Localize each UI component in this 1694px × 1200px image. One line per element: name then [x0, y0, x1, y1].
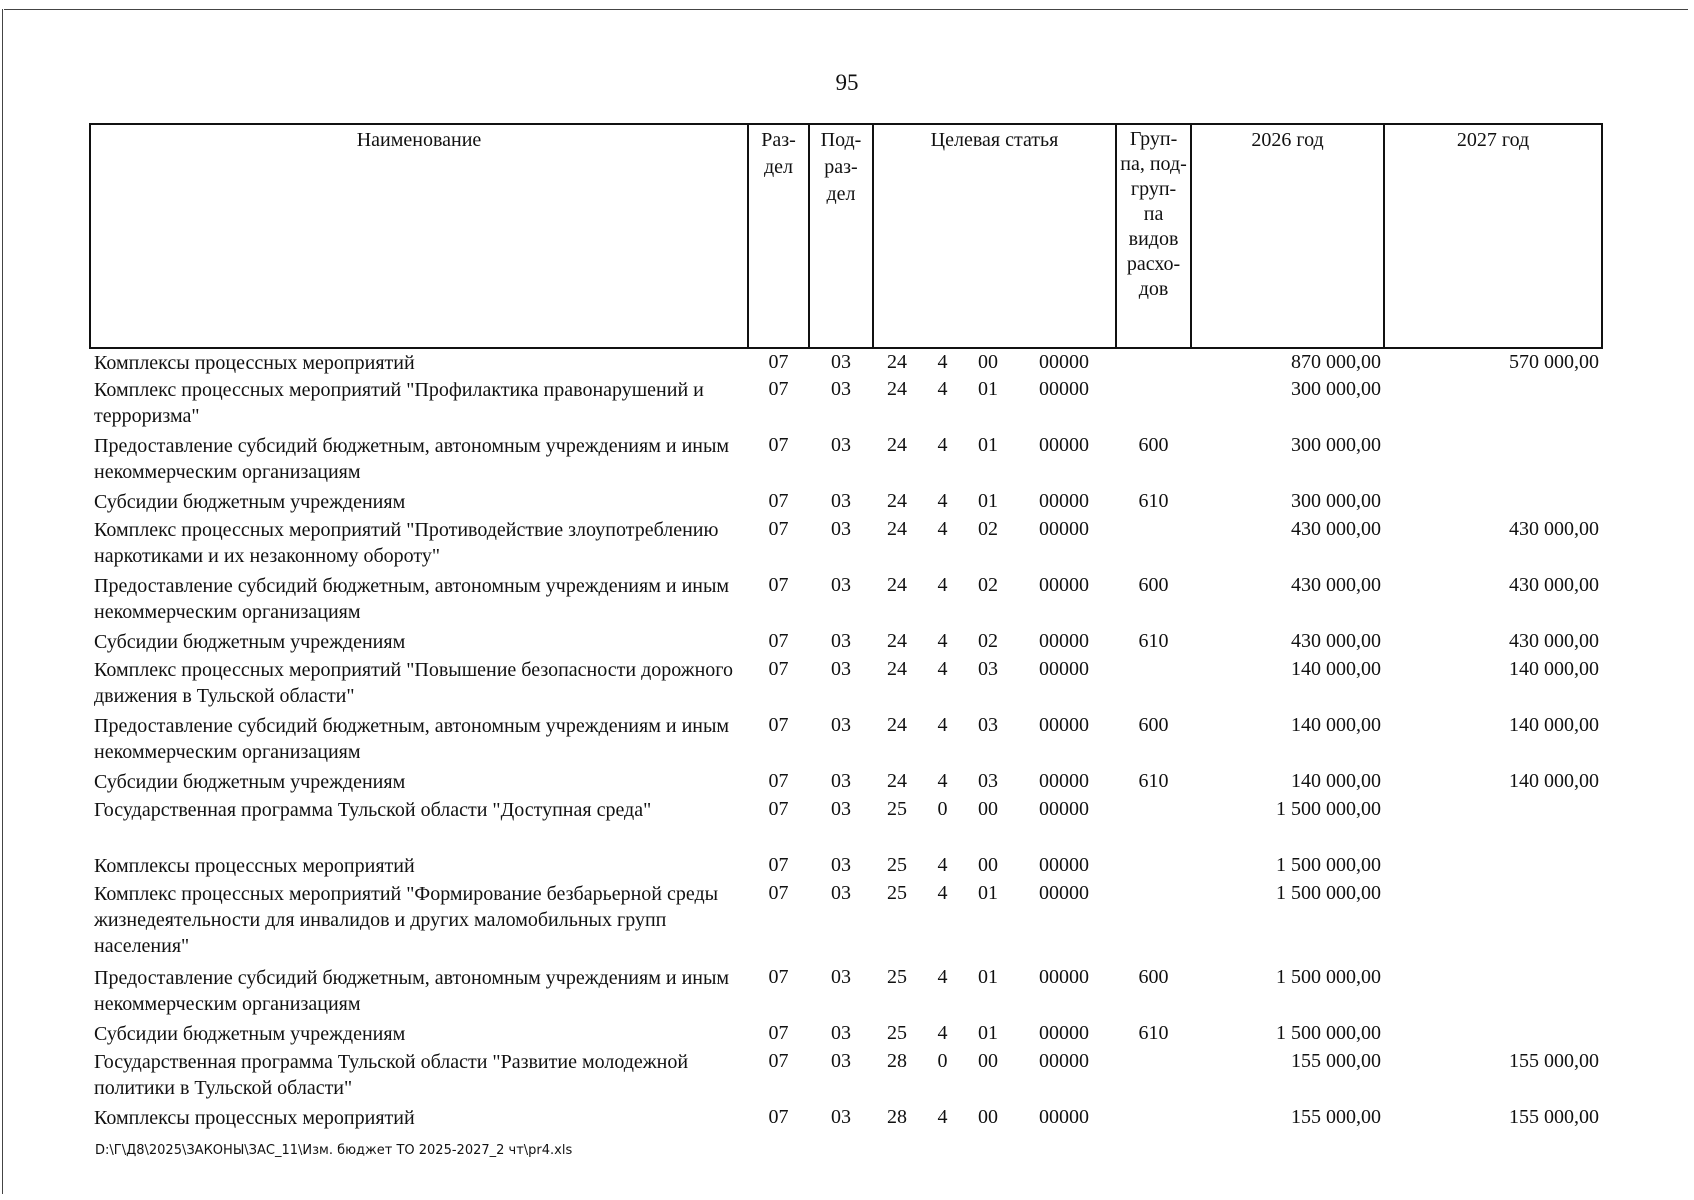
cell-target-program: 25	[887, 882, 907, 904]
cell-2027	[1384, 964, 1602, 1020]
cell-target-subprogram: 01	[978, 378, 998, 400]
cell-target-type: 4	[937, 630, 948, 652]
cell-podrazdel: 03	[831, 574, 851, 596]
cell-2027	[1384, 432, 1602, 488]
cell-target-subprogram: 03	[978, 714, 998, 736]
cell-2027: 430 000,00	[1509, 630, 1600, 652]
cell-target-program: 24	[887, 351, 907, 373]
table-row	[90, 656, 1602, 712]
cell-podrazdel: 03	[831, 770, 851, 792]
cell-target-program: 24	[887, 434, 907, 456]
cell-target-subprogram: 02	[978, 518, 998, 540]
cell-target-direction: 00000	[1039, 770, 1090, 792]
cell-target-program: 24	[887, 518, 907, 540]
cell-target-direction: 00000	[1039, 351, 1090, 373]
budget-table	[89, 123, 1603, 1132]
cell-expense-group	[1116, 796, 1191, 852]
cell-name: Предоставление субсидий бюджетным, автономным учреждениям и иным некоммерческим организациям	[94, 435, 730, 483]
table-row	[90, 852, 1602, 880]
header-2026	[1191, 124, 1384, 348]
cell-2026: 300 000,00	[1291, 490, 1382, 512]
cell-target-direction: 00000	[1039, 882, 1090, 904]
table-row	[90, 1048, 1602, 1104]
cell-target-direction: 00000	[1039, 658, 1090, 680]
cell-podrazdel: 03	[831, 1022, 851, 1044]
cell-2026: 1 500 000,00	[1276, 1022, 1382, 1044]
cell-2027	[1384, 488, 1602, 516]
cell-expense-group	[1116, 516, 1191, 572]
cell-2026: 140 000,00	[1291, 714, 1382, 736]
cell-target-type: 4	[937, 434, 948, 456]
cell-target-program: 25	[887, 1022, 907, 1044]
cell-name: Комплекс процессных мероприятий "Противодействие злоупотреблению наркотиками и их незаконному обороту"	[94, 519, 719, 567]
cell-podrazdel: 03	[831, 798, 851, 820]
cell-target-direction: 00000	[1039, 434, 1090, 456]
cell-expense-group: 610	[1138, 770, 1169, 792]
cell-razdel: 07	[768, 630, 789, 652]
cell-podrazdel: 03	[831, 630, 851, 652]
header-gruppa-label: Груп- па, под- груп- па видов расхо- дов	[1120, 128, 1187, 300]
table-row	[90, 628, 1602, 656]
cell-name: Комплексы процессных мероприятий	[94, 352, 415, 374]
cell-target-type: 4	[937, 1106, 948, 1128]
cell-name: Субсидии бюджетным учреждениям	[94, 631, 406, 653]
cell-target-subprogram: 01	[978, 882, 998, 904]
cell-name: Субсидии бюджетным учреждениям	[94, 1023, 406, 1045]
cell-target-direction: 00000	[1039, 574, 1090, 596]
cell-2026: 870 000,00	[1291, 351, 1382, 373]
cell-target-program: 24	[887, 490, 907, 512]
cell-expense-group: 600	[1138, 714, 1169, 736]
cell-expense-group: 600	[1138, 434, 1169, 456]
cell-target-direction: 00000	[1039, 1022, 1090, 1044]
cell-expense-group: 610	[1138, 1022, 1169, 1044]
cell-target-subprogram: 00	[978, 1050, 998, 1072]
header-razdel-label: Раз- дел	[761, 129, 796, 178]
cell-2026: 1 500 000,00	[1276, 882, 1382, 904]
cell-target-subprogram: 01	[978, 966, 998, 988]
header-2027	[1384, 124, 1602, 348]
cell-name: Предоставление субсидий бюджетным, автономным учреждениям и иным некоммерческим организациям	[94, 715, 730, 763]
cell-target-direction: 00000	[1039, 518, 1090, 540]
cell-target-direction: 00000	[1039, 490, 1090, 512]
cell-target-subprogram: 03	[978, 658, 998, 680]
cell-podrazdel: 03	[831, 351, 851, 373]
cell-name: Комплексы процессных мероприятий	[94, 1107, 415, 1129]
cell-podrazdel: 03	[831, 490, 851, 512]
cell-2026: 140 000,00	[1291, 770, 1382, 792]
table-header-row	[90, 124, 1602, 348]
cell-podrazdel: 03	[831, 882, 851, 904]
cell-2027	[1384, 852, 1602, 880]
cell-target-direction: 00000	[1039, 966, 1090, 988]
table-row	[90, 376, 1602, 432]
cell-razdel: 07	[768, 378, 789, 400]
page-frame-top	[4, 9, 1688, 10]
header-podrazdel	[809, 124, 873, 348]
cell-2026: 430 000,00	[1291, 574, 1382, 596]
cell-podrazdel: 03	[831, 714, 851, 736]
cell-podrazdel: 03	[831, 966, 851, 988]
table-row	[90, 1020, 1602, 1048]
cell-razdel: 07	[768, 1022, 789, 1044]
cell-target-subprogram: 00	[978, 1106, 998, 1128]
cell-expense-group	[1116, 852, 1191, 880]
cell-target-program: 28	[887, 1106, 907, 1128]
cell-razdel: 07	[768, 798, 789, 820]
cell-2026: 155 000,00	[1291, 1106, 1382, 1128]
cell-target-type: 4	[937, 1022, 948, 1044]
cell-razdel: 07	[768, 770, 789, 792]
cell-target-subprogram: 01	[978, 1022, 998, 1044]
cell-target-subprogram: 01	[978, 434, 998, 456]
header-2026-label: 2026 год	[1251, 129, 1324, 151]
cell-target-subprogram: 01	[978, 490, 998, 512]
cell-expense-group	[1116, 376, 1191, 432]
cell-podrazdel: 03	[831, 378, 851, 400]
cell-target-type: 4	[937, 490, 948, 512]
page-number: 95	[835, 70, 859, 95]
cell-target-type: 4	[937, 574, 948, 596]
cell-podrazdel: 03	[831, 518, 851, 540]
cell-expense-group: 600	[1138, 966, 1169, 988]
cell-2027	[1384, 376, 1602, 432]
cell-target-program: 28	[887, 1050, 907, 1072]
cell-target-direction: 00000	[1039, 1050, 1090, 1072]
table-row	[90, 964, 1602, 1020]
cell-2026: 155 000,00	[1291, 1050, 1382, 1072]
cell-target-direction: 00000	[1039, 378, 1090, 400]
cell-target-subprogram: 02	[978, 630, 998, 652]
cell-razdel: 07	[768, 1106, 789, 1128]
page-frame-left	[2, 9, 3, 1194]
table-row	[90, 768, 1602, 796]
cell-name: Комплексы процессных мероприятий	[94, 855, 415, 877]
cell-2026: 1 500 000,00	[1276, 798, 1382, 820]
header-gruppa	[1116, 124, 1191, 348]
cell-razdel: 07	[768, 714, 789, 736]
cell-expense-group: 610	[1138, 490, 1169, 512]
cell-expense-group	[1116, 1104, 1191, 1132]
cell-2026: 300 000,00	[1291, 434, 1382, 456]
cell-target-subprogram: 00	[978, 854, 998, 876]
cell-expense-group: 610	[1138, 630, 1169, 652]
cell-target-type: 4	[937, 351, 948, 373]
cell-target-type: 4	[937, 518, 948, 540]
cell-target-type: 0	[937, 798, 948, 820]
header-podrazdel-label: Под- раз- дел	[820, 129, 862, 205]
header-razdel	[748, 124, 809, 348]
table-row	[90, 796, 1602, 852]
header-name-label: Наименование	[356, 129, 482, 151]
cell-target-subprogram: 00	[978, 351, 998, 373]
cell-expense-group	[1116, 348, 1191, 376]
cell-target-program: 24	[887, 658, 907, 680]
cell-2027: 430 000,00	[1509, 518, 1600, 540]
cell-name: Комплекс процессных мероприятий "Повышение безопасности дорожного движения в Тульской области"	[94, 659, 733, 707]
cell-target-program: 24	[887, 378, 907, 400]
cell-podrazdel: 03	[831, 854, 851, 876]
cell-name: Предоставление субсидий бюджетным, автономным учреждениям и иным некоммерческим организациям	[94, 575, 730, 623]
cell-target-type: 4	[937, 714, 948, 736]
cell-2027: 140 000,00	[1509, 770, 1600, 792]
cell-target-type: 4	[937, 770, 948, 792]
cell-razdel: 07	[768, 854, 789, 876]
cell-razdel: 07	[768, 882, 789, 904]
cell-2027: 140 000,00	[1509, 714, 1600, 736]
cell-razdel: 07	[768, 351, 789, 373]
cell-2026: 430 000,00	[1291, 518, 1382, 540]
cell-name: Государственная программа Тульской области "Доступная среда"	[94, 799, 652, 821]
cell-razdel: 07	[768, 574, 789, 596]
cell-podrazdel: 03	[831, 1050, 851, 1072]
cell-target-program: 25	[887, 798, 907, 820]
cell-podrazdel: 03	[831, 434, 851, 456]
cell-target-type: 4	[937, 854, 948, 876]
table-row	[90, 348, 1602, 376]
cell-2027	[1384, 796, 1602, 852]
cell-razdel: 07	[768, 518, 789, 540]
table-row	[90, 712, 1602, 768]
header-celevaya	[873, 124, 1116, 348]
table-row	[90, 488, 1602, 516]
cell-target-type: 0	[937, 1050, 948, 1072]
budget-table-container	[89, 123, 1601, 1132]
cell-name: Субсидии бюджетным учреждениям	[94, 771, 406, 793]
cell-name: Предоставление субсидий бюджетным, автономным учреждениям и иным некоммерческим организациям	[94, 967, 730, 1015]
cell-expense-group: 600	[1138, 574, 1169, 596]
cell-2027: 155 000,00	[1509, 1106, 1600, 1128]
cell-2026: 140 000,00	[1291, 658, 1382, 680]
header-name	[90, 124, 748, 348]
cell-razdel: 07	[768, 490, 789, 512]
table-row	[90, 432, 1602, 488]
cell-target-subprogram: 03	[978, 770, 998, 792]
cell-2027	[1384, 1020, 1602, 1048]
table-row	[90, 572, 1602, 628]
cell-target-program: 24	[887, 770, 907, 792]
cell-2027: 155 000,00	[1509, 1050, 1600, 1072]
footer-file-path: D:\Г\Д8\2025\ЗАКОНЫ\ЗАС_11\Изм. бюджет ТО 2025-2027_2 чт\pr4.xls	[95, 1143, 573, 1158]
cell-2026: 300 000,00	[1291, 378, 1382, 400]
cell-razdel: 07	[768, 1050, 789, 1072]
cell-target-direction: 00000	[1039, 798, 1090, 820]
cell-target-program: 25	[887, 854, 907, 876]
cell-target-direction: 00000	[1039, 1106, 1090, 1128]
cell-target-subprogram: 02	[978, 574, 998, 596]
cell-target-program: 24	[887, 574, 907, 596]
cell-expense-group	[1116, 1048, 1191, 1104]
cell-target-program: 24	[887, 714, 907, 736]
header-celevaya-label: Целевая статья	[930, 129, 1059, 151]
table-body	[90, 348, 1602, 1132]
table-row	[90, 516, 1602, 572]
cell-target-direction: 00000	[1039, 630, 1090, 652]
cell-2027: 570 000,00	[1509, 351, 1600, 373]
cell-target-type: 4	[937, 882, 948, 904]
cell-target-type: 4	[937, 658, 948, 680]
cell-target-type: 4	[937, 966, 948, 988]
cell-name: Субсидии бюджетным учреждениям	[94, 491, 406, 513]
cell-target-type: 4	[937, 378, 948, 400]
cell-name: Комплекс процессных мероприятий "Формирование безбарьерной среды жизнедеятельности для инвалидов и других маломобильных групп населения"	[94, 883, 719, 957]
cell-target-program: 25	[887, 966, 907, 988]
cell-razdel: 07	[768, 966, 789, 988]
cell-name: Комплекс процессных мероприятий "Профилактика правонарушений и терроризма"	[94, 379, 704, 427]
cell-2026: 1 500 000,00	[1276, 966, 1382, 988]
cell-razdel: 07	[768, 434, 789, 456]
cell-expense-group	[1116, 880, 1191, 964]
cell-expense-group	[1116, 656, 1191, 712]
cell-2026: 430 000,00	[1291, 630, 1382, 652]
cell-2027: 140 000,00	[1509, 658, 1600, 680]
cell-2027	[1384, 880, 1602, 964]
cell-podrazdel: 03	[831, 658, 851, 680]
table-row	[90, 880, 1602, 964]
cell-target-direction: 00000	[1039, 714, 1090, 736]
cell-name: Государственная программа Тульской области "Развитие молодежной политики в Тульской области"	[94, 1051, 689, 1099]
table-row	[90, 1104, 1602, 1132]
cell-2026: 1 500 000,00	[1276, 854, 1382, 876]
cell-target-program: 24	[887, 630, 907, 652]
cell-podrazdel: 03	[831, 1106, 851, 1128]
cell-target-subprogram: 00	[978, 798, 998, 820]
cell-target-direction: 00000	[1039, 854, 1090, 876]
cell-razdel: 07	[768, 658, 789, 680]
header-2027-label: 2027 год	[1456, 129, 1530, 151]
cell-2027: 430 000,00	[1509, 574, 1600, 596]
